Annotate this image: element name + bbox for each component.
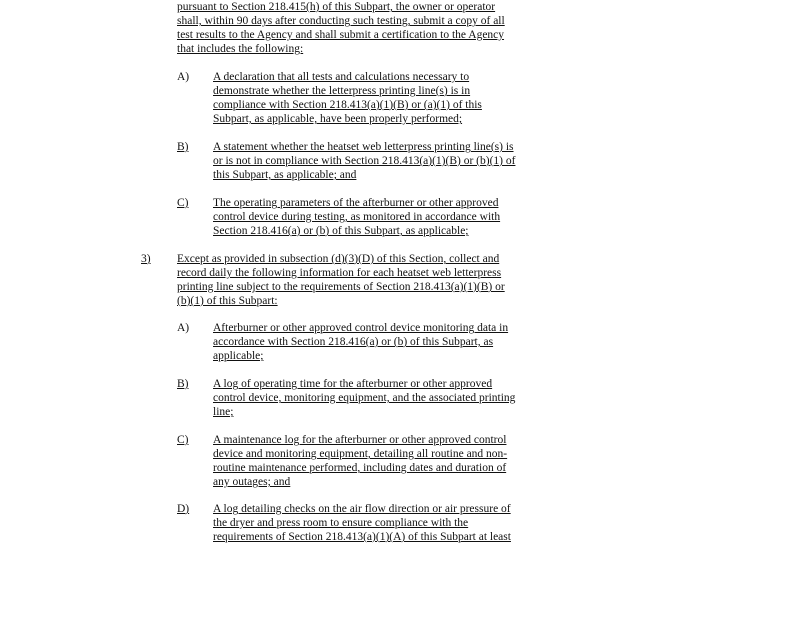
intro-line: pursuant to Section 218.415(h) of this Subpart, the owner or operator [177, 1, 496, 13]
item-line: or is not in compliance with Section 218.413(a)(1)(B) or (b)(1) of [213, 155, 516, 167]
item-label-a: A) [177, 322, 190, 334]
section-3-text [177, 252, 505, 308]
item-label-b: B) [177, 378, 189, 390]
item-line: routine maintenance performed, including dates and duration of [213, 462, 507, 474]
item-label-c: C) [177, 434, 189, 446]
item-text-b [213, 140, 515, 182]
item-line: A maintenance log for the afterburner or other approved control [213, 434, 507, 446]
intro-line: shall, within 90 days after conducting such testing, submit a copy of all [177, 15, 505, 27]
item-line: the dryer and press room to ensure compliance with the [213, 517, 469, 529]
item-line: A declaration that all tests and calculations necessary to [213, 71, 470, 83]
item-line: Subpart, as applicable, have been properly performed; [213, 113, 463, 125]
item-line: Section 218.416(a) or (b) of this Subpart, as applicable; [213, 225, 469, 237]
section-label-3: 3) [141, 253, 151, 265]
section-line: (b)(1) of this Subpart: [177, 295, 278, 307]
item-line: requirements of Section 218.413(a)(1)(A) of this Subpart at least [213, 531, 511, 543]
item-line: control device, monitoring equipment, and the associated printing [213, 392, 516, 404]
item-line: The operating parameters of the afterburner or other approved [213, 197, 499, 209]
item-text-b [213, 377, 515, 419]
item-line: A log of operating time for the afterburner or other approved [213, 378, 493, 390]
item-text-a [213, 321, 508, 363]
item-text-c [213, 433, 507, 489]
item-line: this Subpart, as applicable; and [213, 169, 357, 181]
item-line: line; [213, 406, 234, 418]
item-line: control device during testing, as monitored in accordance with [213, 211, 501, 223]
item-line: A log detailing checks on the air flow direction or air pressure of [213, 503, 511, 515]
section-line: printing line subject to the requirements of Section 218.413(a)(1)(B) or [177, 281, 505, 293]
item-line: compliance with Section 218.413(a)(1)(B) or (a)(1) of this [213, 99, 482, 111]
item-text-c [213, 196, 500, 238]
item-label-d: D) [177, 503, 190, 515]
item-line: applicable; [213, 350, 264, 362]
item-line: Afterburner or other approved control device monitoring data in [213, 322, 509, 334]
item-label-b: B) [177, 141, 189, 153]
item-text-a [213, 70, 482, 126]
item-line: A statement whether the heatset web letterpress printing line(s) is [213, 141, 514, 153]
section-line: Except as provided in subsection (d)(3)(D) of this Section, collect and [177, 253, 500, 265]
item-line: device and monitoring equipment, detailing all routine and non- [213, 448, 508, 460]
item-line: demonstrate whether the letterpress printing line(s) is in [213, 85, 471, 97]
intro-line: test results to the Agency and shall submit a certification to the Agency [177, 29, 505, 41]
item-label-a: A) [177, 71, 190, 83]
section-line: record daily the following information for each heatset web letterpress [177, 267, 502, 279]
intro-line: that includes the following: [177, 43, 304, 55]
item-label-c: C) [177, 197, 189, 209]
intro-paragraph [177, 0, 505, 56]
item-line: any outages; and [213, 476, 291, 488]
item-line: accordance with Section 218.416(a) or (b) of this Subpart, as [213, 336, 494, 348]
item-text-d [213, 502, 511, 544]
